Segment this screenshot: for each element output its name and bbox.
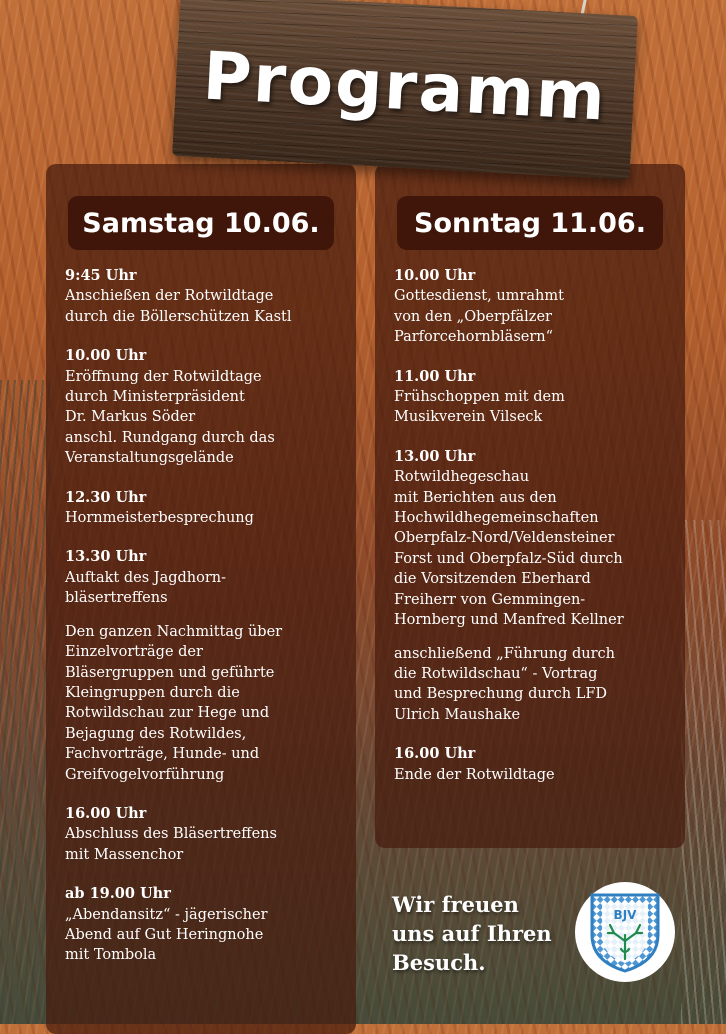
event-item xyxy=(65,804,349,865)
event-description: Anschießen der Rotwildtage durch die Böllerschützen Kastl xyxy=(65,288,292,325)
saturday-panel xyxy=(46,164,356,1034)
event-description: Rotwildhegeschau mit Berichten aus den Hochwildhegemeinschaften Oberpfalz-Nord/Veldensteiner Forst und Oberpfalz-Süd durch die Vorsitzenden Eberhard Freiherr von Gemmingen- Hornberg und Manfred Kellner xyxy=(394,469,624,629)
saturday-events xyxy=(65,266,349,985)
event-time: 11.00 Uhr xyxy=(394,367,476,385)
page-title: Programm xyxy=(201,36,609,136)
event-item xyxy=(65,266,349,327)
event-item xyxy=(394,447,678,631)
event-time: 9:45 Uhr xyxy=(65,267,137,284)
event-description: Den ganzen Nachmittag über Einzelvorträge der Bläsergruppen und geführte Kleingruppen durch die Rotwildschau zur Hege und Bejagung des Rotwildes, Fachvorträge, Hunde- und Greifvogelvorführung xyxy=(65,623,283,783)
event-description: Auftakt des Jagdhorn- bläsertreffens xyxy=(65,569,227,607)
event-description: anschließend „Führung durch die Rotwildschau“ - Vortrag und Besprechung durch LFD Ulrich Maushake xyxy=(394,645,615,723)
event-time: 16.00 Uhr xyxy=(65,804,147,822)
bjv-logo xyxy=(575,882,675,982)
sunday-events xyxy=(394,266,678,804)
event-time: 13.30 Uhr xyxy=(65,548,147,566)
event-item xyxy=(65,884,349,966)
event-item xyxy=(65,622,349,785)
event-description: Frühschoppen mit dem Musikverein Vilseck xyxy=(394,389,565,426)
event-description: Abschluss des Bläsertreffens mit Massenchor xyxy=(65,826,277,863)
event-description: Eröffnung der Rotwildtage durch Ministerpräsident Dr. Markus Söder anschl. Rundgang durch das Veranstaltungsgelände xyxy=(65,368,275,467)
logo-text: BJV xyxy=(613,908,637,922)
event-item xyxy=(65,346,349,468)
event-item xyxy=(394,644,678,726)
sunday-panel xyxy=(375,164,685,848)
wooden-sign xyxy=(172,0,638,180)
event-time: 16.00 Uhr xyxy=(394,745,476,763)
event-description: Gottesdienst, umrahmt von den „Oberpfälzer Parforcehornbläsern“ xyxy=(394,288,564,346)
event-item xyxy=(394,266,678,348)
event-time: 13.00 Uhr xyxy=(394,447,476,465)
event-description: Ende der Rotwildtage xyxy=(394,766,555,783)
event-time: 10.00 Uhr xyxy=(394,267,476,284)
event-item xyxy=(65,488,349,529)
event-time: 12.30 Uhr xyxy=(65,488,147,506)
event-item xyxy=(65,547,349,608)
event-description: Hornmeisterbesprechung xyxy=(65,510,254,527)
event-description: „Abendansitz“ - jägerischer Abend auf Gut Heringnohe mit Tombola xyxy=(65,906,268,964)
background-grass-left xyxy=(0,380,50,1024)
bjv-deer-shield-icon xyxy=(586,889,664,975)
closing-message: Wir freuen uns auf Ihren Besuch. xyxy=(392,892,552,975)
event-time: ab 19.00 Uhr xyxy=(65,885,171,903)
saturday-header: Samstag 10.06. xyxy=(68,196,334,250)
sunday-header: Sonntag 11.06. xyxy=(397,196,663,250)
event-time: 10.00 Uhr xyxy=(65,347,147,365)
event-item xyxy=(394,744,678,785)
background-grass-right xyxy=(681,520,726,1024)
event-item xyxy=(394,367,678,428)
